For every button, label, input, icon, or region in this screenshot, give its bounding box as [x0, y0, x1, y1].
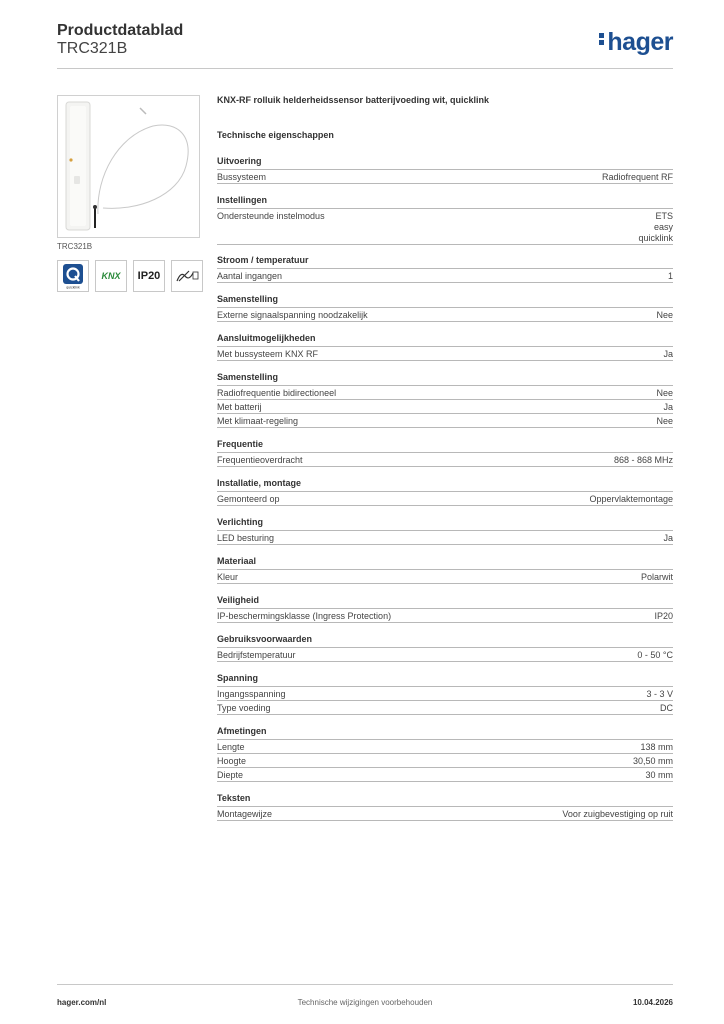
spec-row [217, 413, 673, 428]
spec-value: 1 [667, 271, 673, 281]
spec-key: Bussysteem [217, 172, 267, 182]
spec-value: Nee [656, 388, 673, 398]
quicklink-icon [61, 263, 85, 289]
ip20-badge [133, 260, 165, 292]
section-title: Spanning [217, 673, 258, 683]
spec-value: Voor zuigbevestiging op ruit [562, 809, 673, 819]
product-sensor-icon [58, 96, 199, 237]
spec-row [217, 530, 673, 545]
spec-row [217, 208, 673, 245]
spec-row [217, 569, 673, 584]
section-title: Teksten [217, 793, 251, 803]
spec-row [217, 753, 673, 767]
spec-value: Nee [656, 310, 673, 320]
spec-row [217, 169, 673, 184]
section-title: Afmetingen [217, 726, 267, 736]
spec-value: Polarwit [640, 572, 673, 582]
section-title: Materiaal [217, 556, 257, 566]
spec-row [217, 700, 673, 715]
page-footer [57, 984, 673, 1011]
spec-value: ETS easy quicklink [638, 211, 673, 243]
spec-key: Hoogte [217, 756, 247, 766]
section-title: Frequentie [217, 439, 264, 449]
spec-key: LED besturing [217, 533, 275, 543]
spec-value: IP20 [654, 611, 673, 621]
page-subtitle: TRC321B [57, 40, 128, 57]
product-name: KNX-RF rolluik helderheidssensor batterijvoeding wit, quicklink [217, 95, 490, 105]
logo-text: hager [607, 28, 673, 56]
spec-row [217, 647, 673, 662]
spec-value: 0 - 50 °C [637, 650, 673, 660]
section-title: Aansluitmogelijkheden [217, 333, 316, 343]
spec-row [217, 307, 673, 322]
spec-value: 3 - 3 V [646, 689, 673, 699]
spec-row [217, 346, 673, 361]
spec-value: 138 mm [640, 742, 673, 752]
footer-website-link[interactable]: hager.com/nl [57, 998, 107, 1007]
section-title: Uitvoering [217, 156, 262, 166]
page-title: Productdatablad [57, 22, 184, 39]
spec-key: Gemonteerd op [217, 494, 280, 504]
section-title: Instellingen [217, 195, 268, 205]
section-title: Gebruiksvoorwaarden [217, 634, 313, 644]
section-title: Samenstelling [217, 294, 279, 304]
tech-heading: Technische eigenschappen [217, 130, 334, 140]
footer-disclaimer: Technische wijzigingen voorbehouden [297, 998, 433, 1007]
quicklink-badge [57, 260, 89, 292]
spec-row [217, 608, 673, 623]
hager-logo [599, 28, 673, 57]
spec-key: Ingangsspanning [217, 689, 286, 699]
spec-key: Lengte [217, 742, 245, 752]
spec-value: Ja [663, 349, 673, 359]
spec-key: Met bussysteem KNX RF [217, 349, 319, 359]
svg-text:quicklink: quicklink [66, 285, 80, 289]
spec-key: Montagewijze [217, 809, 273, 819]
spec-row [217, 739, 673, 753]
spec-key: Bedrijfstemperatuur [217, 650, 296, 660]
spec-value: 868 - 868 MHz [613, 455, 673, 465]
footer-date: 10.04.2026 [632, 998, 673, 1007]
spec-key: Aantal ingangen [217, 271, 283, 281]
no-wire-badge [171, 260, 203, 292]
spec-key: IP-beschermingsklasse (Ingress Protection) [217, 611, 392, 621]
spec-value: Radiofrequent RF [601, 172, 673, 182]
page-header [57, 20, 673, 69]
product-image [57, 95, 200, 238]
spec-row [217, 767, 673, 782]
spec-row [217, 491, 673, 506]
product-code-caption: TRC321B [57, 242, 93, 251]
spec-value: 30 mm [645, 770, 673, 780]
section-title: Veiligheid [217, 595, 260, 605]
spec-row [217, 268, 673, 283]
spec-value: Nee [656, 416, 673, 426]
no-wire-icon [175, 269, 199, 283]
knx-label: KNX [101, 271, 121, 281]
spec-row [217, 686, 673, 700]
spec-key: Frequentieoverdracht [217, 455, 303, 465]
section-title: Installatie, montage [217, 478, 302, 488]
spec-key: Type voeding [217, 703, 271, 713]
knx-badge [95, 260, 127, 292]
spec-row [217, 452, 673, 467]
spec-row [217, 399, 673, 413]
spec-row [217, 385, 673, 399]
section-title: Samenstelling [217, 372, 279, 382]
logo-dots-icon [599, 31, 605, 47]
certification-badges [57, 260, 203, 292]
section-title: Stroom / temperatuur [217, 255, 309, 265]
spec-value: Ja [663, 402, 673, 412]
spec-key: Met batterij [217, 402, 262, 412]
spec-row [217, 806, 673, 821]
spec-key: Diepte [217, 770, 244, 780]
spec-key: Ondersteunde instelmodus [217, 211, 325, 221]
spec-value: Oppervlaktemontage [589, 494, 673, 504]
ip20-label: IP20 [137, 270, 161, 282]
spec-key: Kleur [217, 572, 239, 582]
spec-key: Met klimaat-regeling [217, 416, 299, 426]
spec-value: Ja [663, 533, 673, 543]
spec-key: Radiofrequentie bidirectioneel [217, 388, 337, 398]
spec-key: Externe signaalspanning noodzakelijk [217, 310, 368, 320]
section-title: Verlichting [217, 517, 264, 527]
spec-value: 30,50 mm [632, 756, 673, 766]
spec-value: DC [660, 703, 673, 713]
